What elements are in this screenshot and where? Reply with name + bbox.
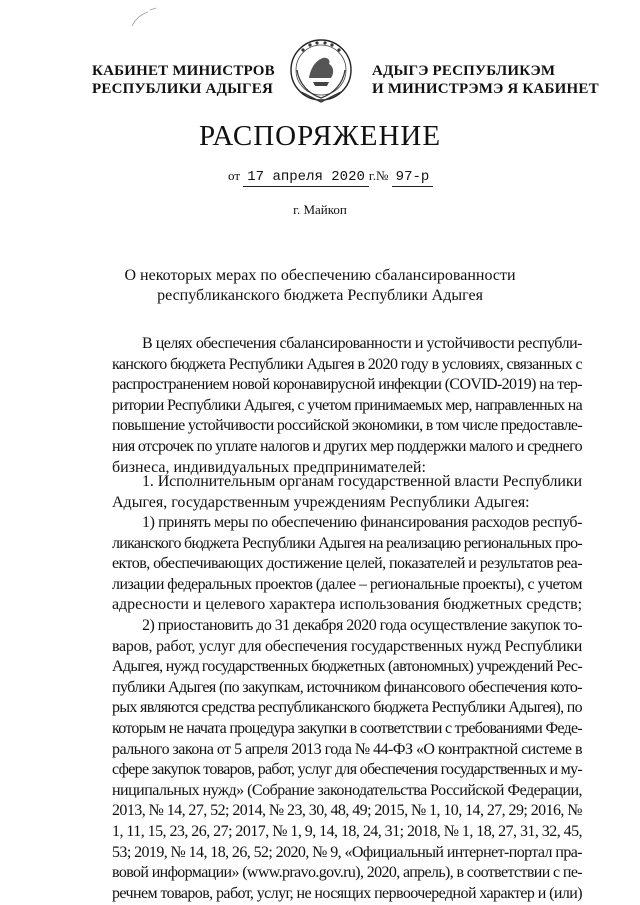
item-1-2-line: 2013, № 14, 27, 52; 2014, № 23, 30, 48, 49; 2015, № 1, 10, 14, 27, 29; 2016, № (112, 802, 582, 820)
intro-line: распространением новой коронавирусной инфекции (COVID-2019) на тер- (112, 376, 583, 394)
intro-line: ритории Республики Адыгея, с учетом принимаемых мер, направленных на (112, 396, 583, 414)
item-1-2-line: сфере закупок товаров, работ, услуг для обеспечения государственных и му- (112, 761, 582, 779)
item-1-2-line: ниципальных нужд» (Собрание законодательства Российской Федерации, (112, 781, 582, 799)
date-number-line (228, 168, 433, 187)
intro-line: повышение устойчивости российской экономики, в том числе предоставле- (112, 417, 583, 435)
header-left-line2: РЕСПУБЛИКИ АДЫГЕЯ (92, 81, 274, 97)
item-1-1-line: ектов, обеспечивающих достижение целей, показателей и результатов реа- (112, 555, 583, 573)
document-type-heading: РАСПОРЯЖЕНИЕ (198, 120, 442, 152)
item-1-2-line: публики Адыгея (по закупкам, источником финансового обеспечения кото- (112, 678, 582, 696)
date-prefix: от (228, 168, 241, 183)
item-1-2-paragraph (112, 616, 582, 904)
item-1-line: Адыгея, государственным учреждениям Республики Адыгея: (112, 493, 530, 511)
document-title (0, 266, 640, 306)
header-right (372, 62, 599, 98)
item-1-1-paragraph (112, 513, 582, 616)
header-right-line1: АДЫГЭ РЕСПУБЛИКЭМ (372, 63, 556, 79)
number-label: № (376, 168, 389, 183)
coat-of-arms-icon (283, 36, 359, 108)
intro-line: В целях обеспечения сбалансированности и устойчивости республи- (142, 335, 582, 352)
item-1-2-line: 1, 11, 15, 23, 26, 27; 2017, № 1, 9, 14, 18, 24, 31; 2018, № 1, 18, 27, 31, 32, 45, (112, 822, 583, 840)
handwritten-mark (126, 6, 166, 30)
item-1-2-line: варов, работ, услуг для обеспечения государственных нужд Республики (112, 637, 582, 655)
header-left (92, 62, 275, 98)
item-1-2-line: вовой информации» (www.pravo.gov.ru), 2020, апрель), в соответствии с пе- (112, 864, 582, 882)
item-1-2-line: 53; 2019, № 14, 18, 26, 52; 2020, № 9, «Официальный интернет-портал пра- (112, 843, 583, 861)
item-1-1-line: лизации федеральных проектов (далее – региональные проекты), с учетом (112, 575, 583, 593)
title-line1: О некоторых мерах по обеспечению сбалансированности (124, 267, 516, 284)
title-line2: республиканского бюджета Республики Адыгея (157, 287, 483, 304)
item-1-2-line: 2) приостановить до 31 декабря 2020 года осуществление закупок то- (142, 617, 582, 634)
city-line: г. Майкоп (293, 202, 347, 217)
year-suffix: г. (368, 168, 377, 183)
document-date: 17 апреля 2020 (243, 169, 369, 187)
intro-line: бизнеса, индивидуальных предпринимателей: (112, 458, 426, 476)
header-left-line1: КАБИНЕТ МИНИСТРОВ (92, 63, 275, 79)
item-1-2-line: Адыгея, нужд государственных бюджетных (автономных) учреждений Рес- (112, 658, 582, 676)
item-1-1-line: адресности и целевого характера использования бюджетных средств; (112, 596, 582, 614)
item-1-2-line: которым не начата процедура закупки в соответствии с требованиями Феде- (112, 719, 583, 737)
intro-line: ния отсрочек по уплате налогов и других мер поддержки малого и среднего (112, 437, 582, 455)
header-right-line2: И МИНИСТРЭМЭ Я КАБИНЕТ (372, 81, 599, 97)
item-1-2-line: рального закона от 5 апреля 2013 года № 44-ФЗ «О контрактной системе в (112, 740, 583, 758)
item-1-line: 1. Исполнительным органам государственной власти Республики (142, 473, 583, 490)
item-1-1-line: ликанского бюджета Республики Адыгея на реализацию региональных про- (112, 534, 582, 552)
item-1-1-line: 1) принять меры по обеспечению финансирования расходов респуб- (142, 514, 583, 531)
intro-line: канского бюджета Республики Адыгея в 2020 году в условиях, связанных с (112, 355, 582, 373)
document-number: 97-р (392, 169, 434, 187)
item-1-2-line: речнем товаров, работ, услуг, не носящих первоочередной характер и (или) (112, 884, 582, 902)
item-1-2-line: рых являются средства республиканского бюджета Республики Адыгея), по (112, 699, 583, 717)
item-1-paragraph (112, 472, 582, 513)
intro-paragraph (112, 334, 582, 478)
